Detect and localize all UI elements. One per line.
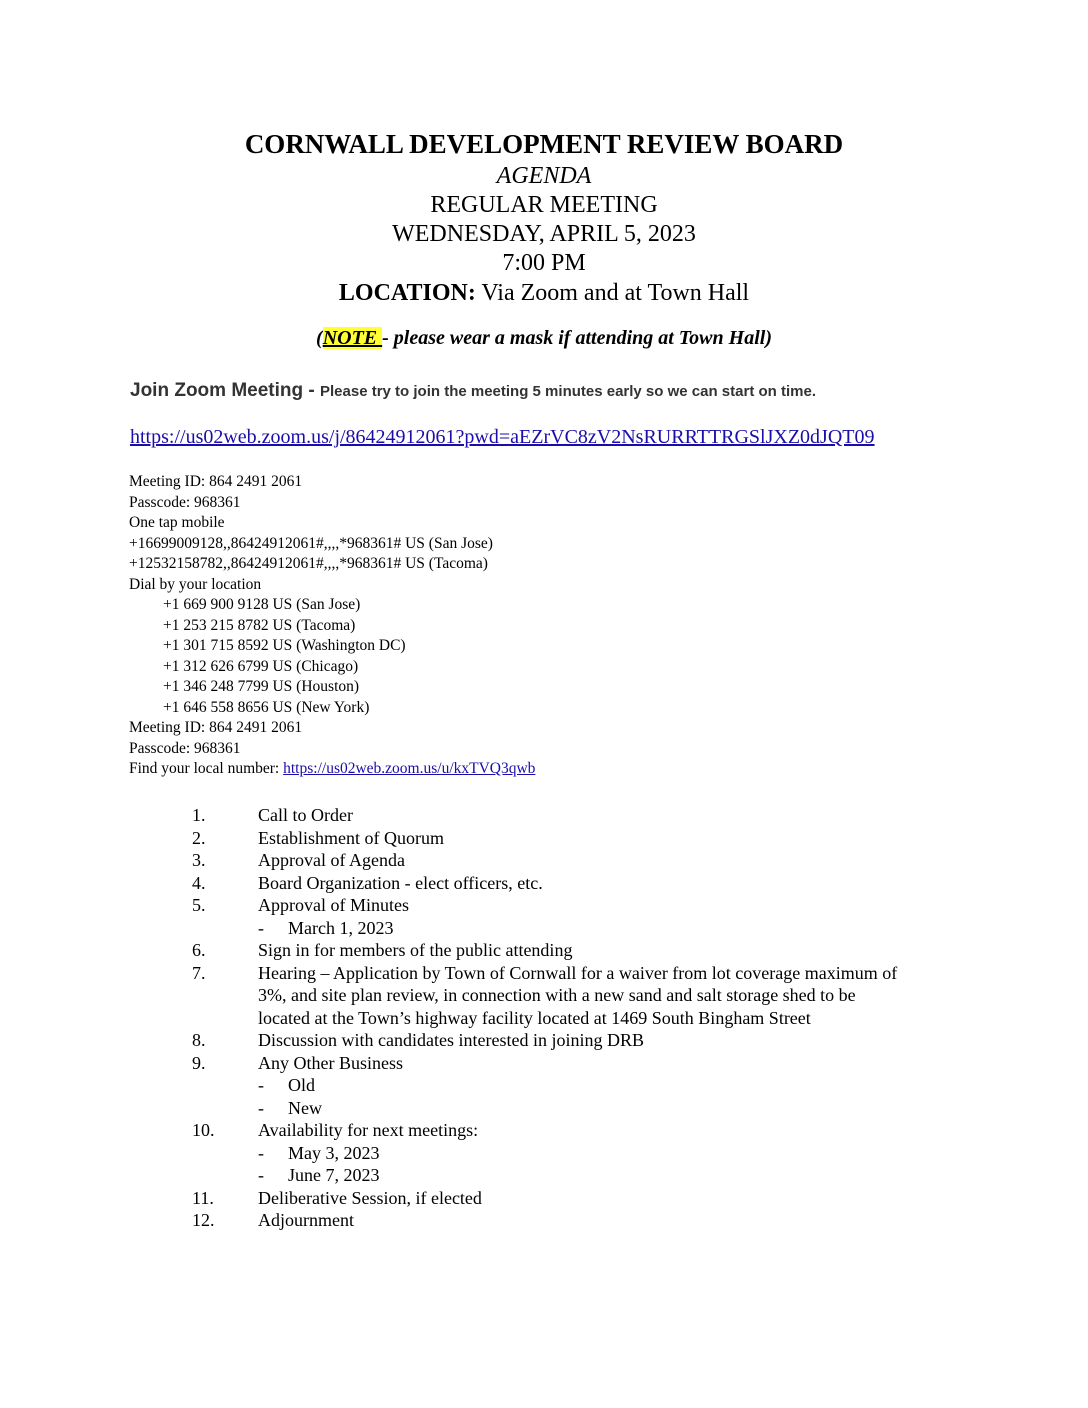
location-label: LOCATION: (338, 280, 476, 306)
agenda-item-number: 8. (192, 1030, 206, 1050)
agenda-item-text: Discussion with candidates interested in joining DRB (258, 1030, 644, 1050)
agenda-item-text: Sign in for members of the public attending (258, 940, 573, 960)
agenda-subitem-text: March 1, 2023 (288, 917, 394, 938)
one-tap-number: +16699009128,,86424912061#,,,,*968361# US (San Jose) (129, 534, 493, 552)
agenda-item-number: 2. (192, 827, 206, 848)
one-tap-label: One tap mobile (129, 514, 225, 531)
subitem-dash: - (258, 1142, 264, 1163)
dial-number: +1 253 215 8782 US (Tacoma) (163, 616, 356, 634)
agenda-item (0, 1029, 1088, 1052)
meeting-date: WEDNESDAY, APRIL 5, 2023 (392, 221, 696, 247)
subitem-dash: - (258, 1075, 264, 1095)
subitem-dash: - (258, 1165, 264, 1185)
join-heading: Join Zoom Meeting - (130, 380, 320, 401)
agenda-item-number: 5. (192, 895, 206, 915)
agenda-subitem-text: Old (288, 1075, 315, 1095)
agenda-list (0, 804, 1088, 1232)
dial-number: +1 301 715 8592 US (Washington DC) (163, 637, 406, 654)
agenda-item (0, 939, 1088, 962)
note-highlight: NOTE (322, 327, 383, 349)
agenda-item (0, 804, 1088, 827)
agenda-item-text: Hearing – Application by Town of Cornwall for a waiver from lot coverage maximum of (258, 962, 898, 983)
agenda-item-continuation (0, 984, 1088, 1007)
join-zoom-heading (130, 380, 816, 402)
agenda-item-number: 1. (192, 805, 206, 825)
agenda-subtitle: AGENDA (496, 163, 592, 189)
agenda-item-number: 7. (192, 962, 206, 983)
note-text: - please wear a mask if attending at Town Hall) (382, 327, 772, 349)
agenda-subitem (0, 1097, 1088, 1120)
agenda-item-number: 12. (192, 1210, 215, 1230)
agenda-item-text: 3%, and site plan review, in connection with a new sand and salt storage shed to be (258, 985, 856, 1005)
agenda-item (0, 1209, 1088, 1232)
agenda-item-text: Approval of Agenda (258, 850, 405, 870)
agenda-item-text: Deliberative Session, if elected (258, 1187, 482, 1208)
header (0, 126, 1088, 308)
board-title: CORNWALL DEVELOPMENT REVIEW BOARD (244, 129, 844, 159)
agenda-subitem (0, 1142, 1088, 1165)
agenda-item-text: Board Organization - elect officers, etc. (258, 872, 543, 893)
agenda-item (0, 1119, 1088, 1142)
dial-number: +1 669 900 9128 US (San Jose) (163, 596, 361, 613)
local-number-label: Find your local number: (129, 760, 284, 777)
meeting-id: Meeting ID: 864 2491 2061 (129, 473, 303, 490)
agenda-item-text: Establishment of Quorum (258, 827, 444, 848)
location-value: Via Zoom and at Town Hall (475, 280, 750, 306)
agenda-item (0, 1052, 1088, 1075)
passcode: Passcode: 968361 (129, 739, 241, 757)
subitem-dash: - (258, 1097, 264, 1118)
agenda-subitem (0, 917, 1088, 940)
meeting-id: Meeting ID: 864 2491 2061 (129, 719, 303, 736)
passcode: Passcode: 968361 (129, 493, 241, 511)
agenda-subitem-text: New (288, 1097, 322, 1118)
meeting-type: REGULAR MEETING (430, 192, 658, 218)
meeting-location (0, 278, 1088, 308)
agenda-subitem-text: May 3, 2023 (288, 1142, 380, 1163)
agenda-item-text: Any Other Business (258, 1052, 403, 1073)
agenda-item-continuation (0, 1007, 1088, 1030)
agenda-item-number: 9. (192, 1052, 206, 1073)
agenda-item-number: 10. (192, 1120, 215, 1140)
agenda-item-number: 6. (192, 940, 206, 960)
agenda-item (0, 1187, 1088, 1210)
agenda-subitem-text: June 7, 2023 (288, 1165, 380, 1185)
dial-number: +1 346 248 7799 US (Houston) (163, 678, 360, 695)
dial-label: Dial by your location (129, 575, 262, 593)
agenda-item-text: located at the Town’s highway facility located at 1469 South Bingham Street (258, 1007, 811, 1028)
subitem-dash: - (258, 917, 264, 938)
dial-number: +1 312 626 6799 US (Chicago) (163, 657, 359, 675)
agenda-item (0, 894, 1088, 917)
agenda-item-text: Availability for next meetings: (258, 1120, 479, 1140)
join-instruction: Please try to join the meeting 5 minutes early so we can start on time. (320, 383, 816, 400)
agenda-item (0, 962, 1088, 985)
meeting-details (129, 472, 535, 780)
zoom-meeting-link[interactable]: https://us02web.zoom.us/j/86424912061?pwd=aEZrVC8zV2NsRURRTTRGSlJXZ0dJQT09 (130, 426, 875, 448)
dial-number: +1 646 558 8656 US (New York) (163, 698, 370, 716)
meeting-time: 7:00 PM (502, 250, 586, 276)
agenda-item (0, 827, 1088, 850)
agenda-subitem (0, 1164, 1088, 1187)
agenda-item (0, 849, 1088, 872)
one-tap-number: +12532158782,,86424912061#,,,,*968361# US (Tacoma) (129, 555, 488, 572)
agenda-item-text: Approval of Minutes (258, 895, 409, 915)
local-number (129, 759, 535, 780)
agenda-item-number: 4. (192, 872, 206, 893)
agenda-item-text: Call to Order (258, 805, 353, 825)
agenda-item-number: 3. (192, 850, 206, 870)
local-number-link[interactable]: https://us02web.zoom.us/u/kxTVQ3qwb (283, 760, 536, 777)
agenda-subitem (0, 1074, 1088, 1097)
agenda-item-number: 11. (192, 1187, 214, 1208)
agenda-item (0, 872, 1088, 895)
note-open-paren: ( (316, 327, 323, 349)
mask-note (0, 327, 1088, 350)
agenda-item-text: Adjournment (258, 1210, 354, 1230)
